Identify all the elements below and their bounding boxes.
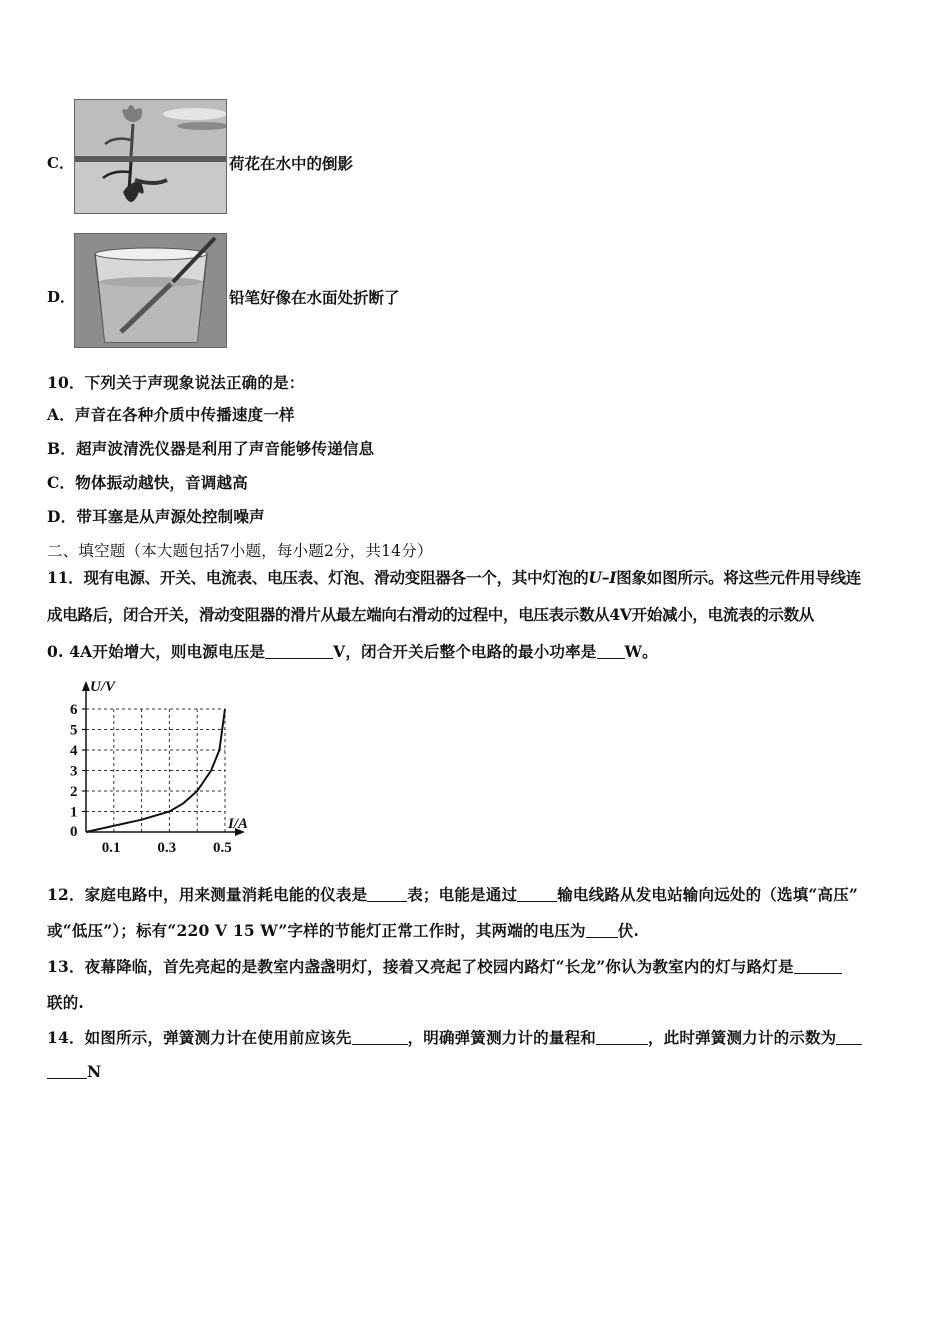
lotus-reflection-photo — [74, 99, 227, 214]
q12-text: 12．家庭电路中，用来测量消耗电能的仪表是 — [47, 885, 368, 904]
q12-text: 输电线路从发电站输向远处的（选填“高压” — [557, 885, 859, 904]
y-axis-label: U/V — [90, 679, 116, 695]
q10-stem: 10．下列关于声现象说法正确的是： — [47, 373, 305, 392]
origin-label: 0 — [70, 824, 78, 840]
x-tick-label: 0.3 — [157, 840, 177, 856]
option-c-caption: 荷花在水中的倒影 — [229, 154, 354, 173]
q12-text: 表；电能是通过 — [407, 885, 518, 904]
answer-blank[interactable] — [836, 1029, 862, 1046]
q12-line-1 — [47, 883, 858, 905]
q14-text: ，此时弹簧测力计的示数为 — [647, 1028, 837, 1047]
q11-text: 11．现有电源、开关、电流表、电压表、灯泡、滑动变阻器各一个，其中灯泡的 — [47, 568, 589, 587]
answer-blank[interactable] — [47, 1063, 87, 1080]
q10-option-d: D．带耳塞是从声源处控制噪声 — [47, 507, 265, 526]
answer-blank[interactable] — [517, 886, 557, 903]
q13-text: 13．夜幕降临，首先亮起的是教室内盏盏明灯，接着又亮起了校园内路灯“长龙”你认为教室内的灯与路灯是 — [47, 957, 794, 976]
q10-option-b: B．超声波清洗仪器是利用了声音能够传递信息 — [47, 439, 375, 458]
y-tick-label: 3 — [70, 763, 78, 780]
y-tick-label: 1 — [70, 804, 78, 821]
answer-blank[interactable] — [597, 643, 625, 660]
option-d-letter: D． — [47, 288, 76, 306]
answer-blank[interactable] — [586, 922, 618, 939]
q13-line-1 — [47, 955, 842, 977]
q10-option-a: A．声音在各种介质中传播速度一样 — [47, 405, 295, 424]
section-heading: 二、填空题（本大题包括7小题，每小题2分，共14分） — [47, 542, 433, 560]
x-tick-label: 0.1 — [101, 840, 121, 856]
q12-line-2 — [47, 919, 639, 941]
q14-line-1 — [47, 1026, 862, 1048]
q14-text: N — [87, 1062, 102, 1081]
q11-line-3 — [47, 640, 658, 662]
q12-text: 或“低压”）；标有“220 V 15 W”字样的节能灯正常工作时，其两端的电压为 — [47, 921, 586, 940]
q14-text: 14．如图所示，弹簧测力计在使用前应该先 — [47, 1028, 352, 1047]
option-d-caption: 铅笔好像在水面处折断了 — [229, 288, 400, 307]
answer-blank[interactable] — [367, 886, 407, 903]
q11-line-1 — [47, 566, 861, 588]
y-tick-label: 4 — [70, 743, 78, 759]
q14-text: ，明确弹簧测力计的量程和 — [407, 1028, 596, 1047]
chart-grid — [86, 709, 225, 832]
answer-blank[interactable] — [352, 1029, 408, 1046]
x-tick-label: 0.5 — [213, 840, 232, 856]
q10-option-c: C．物体振动越快，音调越高 — [47, 473, 248, 492]
q12-text: 伏. — [617, 921, 640, 940]
q11-text: 图象如图所示。将这些元件用导线连 — [616, 568, 862, 587]
ui-graph — [60, 672, 270, 862]
q11-var-ui: U–I — [588, 568, 617, 587]
q11-text: W。 — [624, 642, 658, 661]
y-tick-label: 6 — [70, 702, 78, 718]
answer-blank[interactable] — [794, 958, 842, 975]
y-axis-arrow — [82, 681, 90, 691]
y-tick-label: 2 — [70, 784, 78, 800]
answer-blank[interactable] — [596, 1029, 648, 1046]
q14-line-2 — [47, 1062, 101, 1081]
q11-text: 0. 4A开始增大，则电源电压是 — [47, 642, 266, 661]
pencil-in-water-photo — [74, 233, 227, 348]
option-c-letter: C． — [47, 154, 74, 172]
q13-line-2: 联的. — [47, 993, 84, 1012]
x-axis-label: I/A — [228, 816, 249, 832]
answer-blank[interactable] — [265, 643, 333, 660]
q11-line-2: 成电路后，闭合开关，滑动变阻器的滑片从最左端向右滑动的过程中，电压表示数从4V开始减小，电流表的示数从 — [47, 605, 815, 624]
q11-text: V，闭合开关后整个电路的最小功率是 — [333, 642, 597, 661]
y-tick-label: 5 — [70, 722, 78, 739]
